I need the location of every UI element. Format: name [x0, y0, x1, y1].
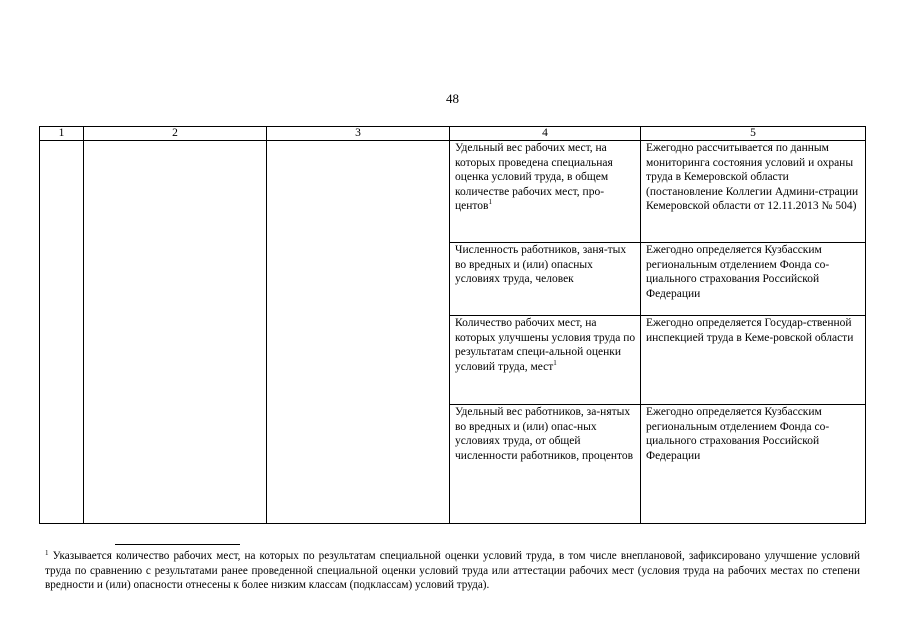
- footnote: [45, 549, 860, 593]
- footnote-marker: 1: [45, 549, 49, 557]
- source-text: Ежегодно рассчитывается по данным мониторинга состояния условий и охраны труда в Кемеровской области (постановление Коллегии Админи-страции Кемеровской области от 12.11.2013 № 504): [646, 142, 859, 212]
- indicator-text: Численность работников, заня-тых во вредных и (или) опасных условиях труда, человек: [455, 244, 627, 285]
- column-header-1: 1: [40, 127, 84, 141]
- indicators-table: [39, 126, 866, 524]
- cell-col1-empty: [40, 141, 84, 524]
- footnote-text: Указывается количество рабочих мест, на которых по результатам специальной оценки условий труда, в том числе внеплановой, зафиксировано улучшение условий труда по сравнению с результатами ранее проведенной специальной оценки условий труда или аттестации рабочих мест (условия труда на рабочих местах по степени вредности и (или) опасности отнесены к более низким классам (подклассам) условий труда).: [45, 550, 860, 591]
- column-header-5: 5: [641, 127, 866, 141]
- source-cell: [641, 316, 866, 405]
- source-cell: [641, 243, 866, 316]
- table-header-row: [40, 127, 866, 141]
- page-number: 48: [446, 91, 459, 106]
- indicator-cell: [450, 405, 641, 524]
- cell-col2-empty: [84, 141, 267, 524]
- source-text: Ежегодно определяется Государ-ственной инспекцией труда в Кеме-ровской области: [646, 317, 854, 344]
- table-row: [40, 141, 866, 243]
- indicator-cell: [450, 316, 641, 405]
- footnote-ref: 1: [488, 198, 492, 206]
- column-header-3: 3: [267, 127, 450, 141]
- source-text: Ежегодно определяется Кузбасским региональным отделением Фонда со-циального страхования Российской Федерации: [646, 244, 830, 300]
- indicator-cell: [450, 141, 641, 243]
- column-header-4: 4: [450, 127, 641, 141]
- cell-col3-empty: [267, 141, 450, 524]
- footnote-ref: 1: [553, 358, 557, 367]
- source-cell: [641, 405, 866, 524]
- footnote-separator: [115, 544, 240, 545]
- indicator-text: Удельный вес рабочих мест, на которых проведена специальная оценка условий труда, в общем количестве рабочих мест, про-центов: [455, 142, 613, 212]
- source-text: Ежегодно определяется Кузбасским региональным отделением Фонда со-циального страхования Российской Федерации: [646, 406, 830, 462]
- indicator-text: Количество рабочих мест, на которых улучшены условия труда по результатам специ-альной оценки условий труда, мест: [455, 317, 636, 373]
- column-header-2: 2: [84, 127, 267, 141]
- source-cell: [641, 141, 866, 243]
- indicator-text: Удельный вес работников, за-нятых во вредных и (или) опас-ных условиях труда, от общей численности работников, процентов: [455, 406, 634, 462]
- indicator-cell: [450, 243, 641, 316]
